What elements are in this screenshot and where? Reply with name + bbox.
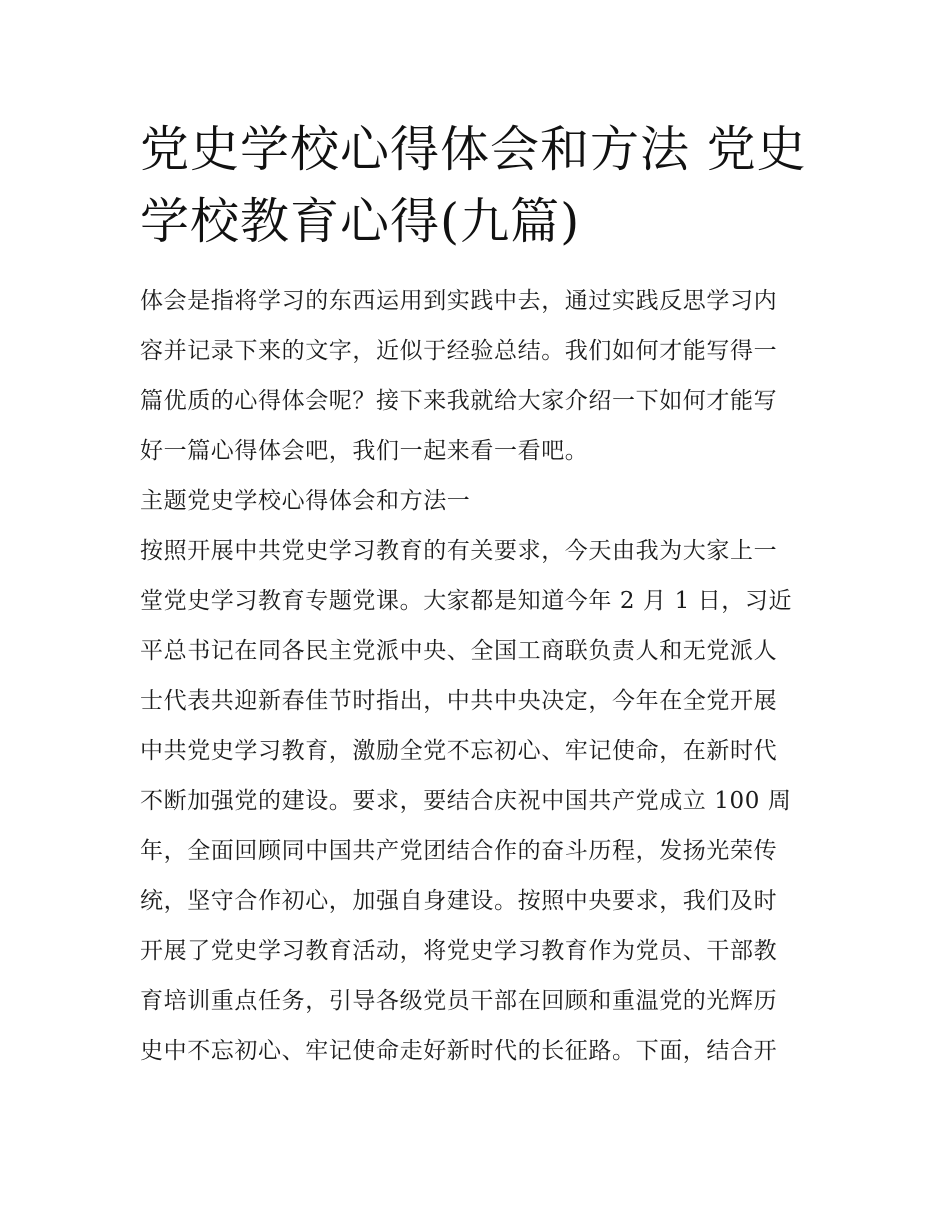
title-line: 学校教育心得(九篇) bbox=[140, 193, 581, 250]
section-line: 年，全面回顾同中国共产党团结合作的奋斗历程，发扬光荣传 bbox=[140, 838, 778, 864]
section-line: 育培训重点任务，引导各级党员干部在回顾和重温党的光辉历 bbox=[140, 988, 778, 1014]
intro-line: 好一篇心得体会吧，我们一起来看一看吧。 bbox=[140, 438, 589, 464]
section-line: 中共党史学习教育，激励全党不忘初心、牢记使命，在新时代 bbox=[140, 738, 778, 764]
intro-line: 篇优质的心得体会呢？接下来我就给大家介绍一下如何才能写 bbox=[140, 388, 778, 414]
document-body bbox=[140, 282, 820, 1082]
intro-line: 容并记录下来的文字，近似于经验总结。我们如何才能写得一 bbox=[140, 338, 778, 364]
section-line: 统，坚守合作初心，加强自身建设。按照中央要求，我们及时 bbox=[140, 888, 778, 914]
title-line: 党史学校心得体会和方法 党史 bbox=[140, 121, 807, 178]
section-line: 开展了党史学习教育活动，将党史学习教育作为党员、干部教 bbox=[140, 938, 778, 964]
section-line: 史中不忘初心、牢记使命走好新时代的长征路。下面，结合开 bbox=[140, 1038, 778, 1064]
section-heading: 主题党史学校心得体会和方法一 bbox=[140, 488, 471, 514]
intro-line: 体会是指将学习的东西运用到实践中去，通过实践反思学习内 bbox=[140, 288, 778, 314]
section-line: 士代表共迎新春佳节时指出，中共中央决定，今年在全党开展 bbox=[140, 688, 778, 714]
section-line: 不断加强党的建设。要求，要结合庆祝中国共产党成立 100 周 bbox=[140, 788, 792, 814]
section-line: 平总书记在同各民主党派中央、全国工商联负责人和无党派人 bbox=[140, 638, 778, 664]
section-line: 按照开展中共党史学习教育的有关要求，今天由我为大家上一 bbox=[140, 538, 778, 564]
document-title bbox=[140, 114, 820, 258]
section-line: 堂党史学习教育专题党课。大家都是知道今年 2 月 1 日，习近 bbox=[140, 588, 793, 614]
